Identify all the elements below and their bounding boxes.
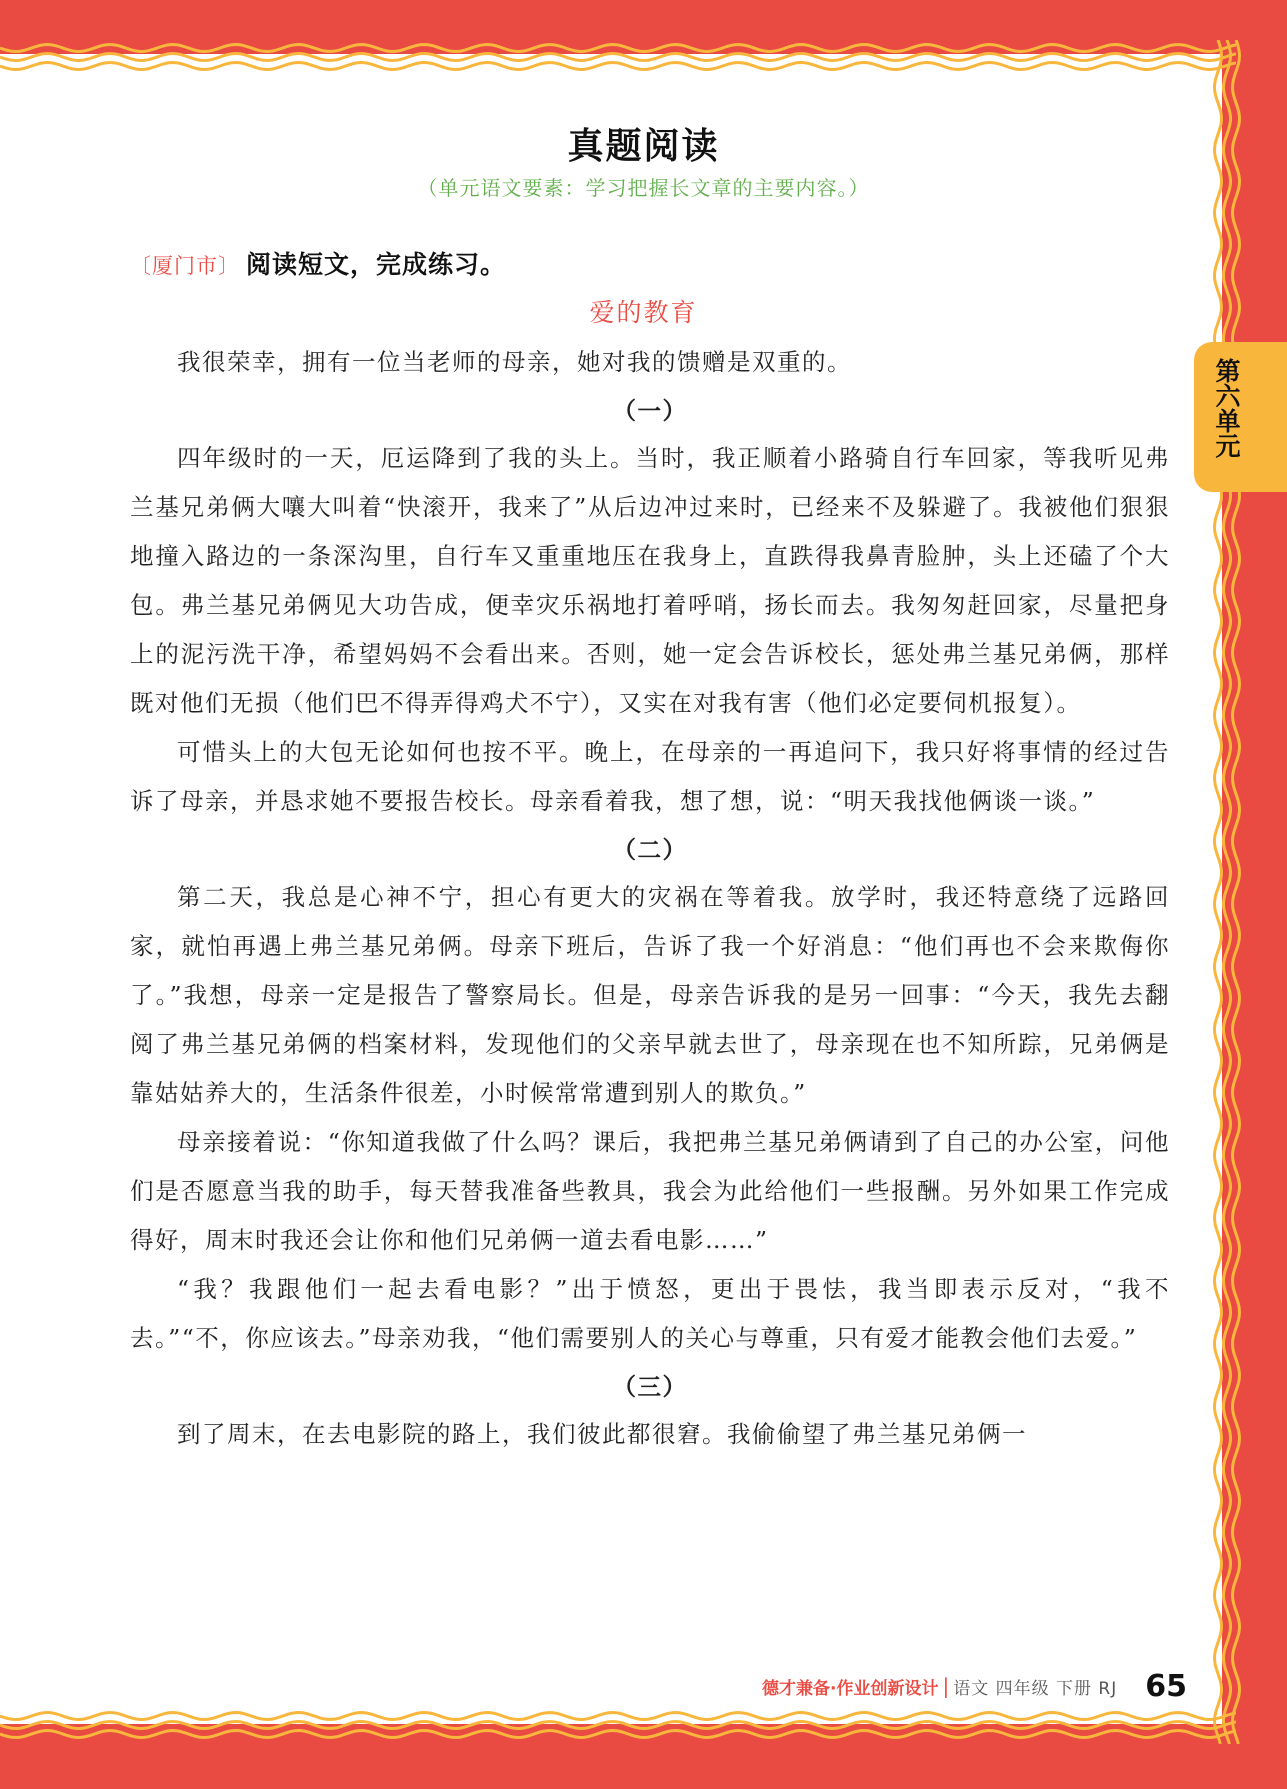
bottom-wave-border: [0, 1708, 1236, 1744]
wave-line: [0, 63, 1236, 70]
section-heading-1: （一）: [612, 397, 688, 425]
wave-line: [0, 1713, 1236, 1720]
section-heading-2: （二）: [612, 836, 688, 864]
top-wave-border: [0, 40, 1236, 76]
footer-grade-info: 语文 四年级 下册 RJ: [953, 1678, 1118, 1699]
footer-separator: |: [942, 1674, 950, 1698]
wave-line: [0, 1722, 1236, 1729]
section-heading-3: （三）: [612, 1373, 688, 1401]
exercise-instruction: [130, 245, 506, 281]
page-title: 真题阅读: [567, 126, 720, 167]
footer-brand: 德才兼备·作业创新设计: [761, 1678, 939, 1699]
instruction-text: 阅读短文，完成练习。: [246, 250, 507, 279]
article-title: 爱的教育: [589, 298, 698, 327]
source-tag: 〔厦门市〕: [130, 254, 240, 278]
article-intro: 我很荣幸，拥有一位当老师的母亲，她对我的馈赠是双重的。: [177, 348, 852, 376]
unit-side-tab-label: 第六单元: [1212, 358, 1241, 458]
paragraph: “我？我跟他们一起去看电影？”出于愤怒，更出于畏怯，我当即表示反对，“我不去。”“不，你应该去。”母亲劝我，“他们需要别人的关心与尊重，只有爱才能教会他们去爱。”: [130, 1275, 1170, 1352]
article-body: [130, 338, 1170, 1459]
wave-line: [0, 1731, 1236, 1738]
wave-line: [0, 45, 1236, 52]
paragraph: 到了周末，在去电影院的路上，我们彼此都很窘。我偷偷望了弗兰基兄弟俩一: [177, 1420, 1027, 1448]
unit-requirement-subtitle: （单元语文要素：学习把握长文章的主要内容。）: [417, 176, 870, 200]
paragraph: 四年级时的一天，厄运降到了我的头上。当时，我正顺着小路骑自行车回家，等我听见弗兰基兄弟俩大嚷大叫着“快滚开，我来了”从后边冲过来时，已经来不及躲避了。我被他们狠狠地撞入路边的一条深沟里，自行车又重重地压在我身上，直跌得我鼻青脸肿，头上还磕了个大包。弗兰基兄弟俩见大功告成，便幸灾乐祸地打着呼哨，扬长而去。我匆匆赶回家，尽量把身上的泥污洗干净，希望妈妈不会看出来。否则，她一定会告诉校长，惩处弗兰基兄弟俩，那样既对他们无损（他们巴不得弄得鸡犬不宁），又实在对我有害（他们必定要伺机报复）。: [130, 444, 1170, 717]
paragraph: 母亲接着说：“你知道我做了什么吗？课后，我把弗兰基兄弟俩请到了自己的办公室，问他们是否愿意当我的助手，每天替我准备些教具，我会为此给他们一些报酬。另外如果工作完成得好，周末时我还会让你和他们兄弟俩一道去看电影……”: [130, 1128, 1170, 1254]
paragraph: 可惜头上的大包无论如何也按不平。晚上，在母亲的一再追问下，我只好将事情的经过告诉了母亲，并恳求她不要报告校长。母亲看着我，想了想，说：“明天我找他俩谈一谈。”: [130, 738, 1170, 815]
paragraph: 第二天，我总是心神不宁，担心有更大的灾祸在等着我。放学时，我还特意绕了远路回家，就怕再遇上弗兰基兄弟俩。母亲下班后，告诉了我一个好消息：“他们再也不会来欺侮你了。”我想，母亲一定是报告了警察局长。但是，母亲告诉我的是另一回事：“今天，我先去翻阅了弗兰基兄弟俩的档案材料，发现他们的父亲早就去世了，母亲现在也不知所踪，兄弟俩是靠姑姑养大的，生活条件很差，小时候常常遭到别人的欺负。”: [130, 883, 1170, 1107]
page-footer: [762, 1666, 1187, 1706]
wave-line: [0, 54, 1236, 61]
page-number: 65: [1145, 1668, 1187, 1704]
